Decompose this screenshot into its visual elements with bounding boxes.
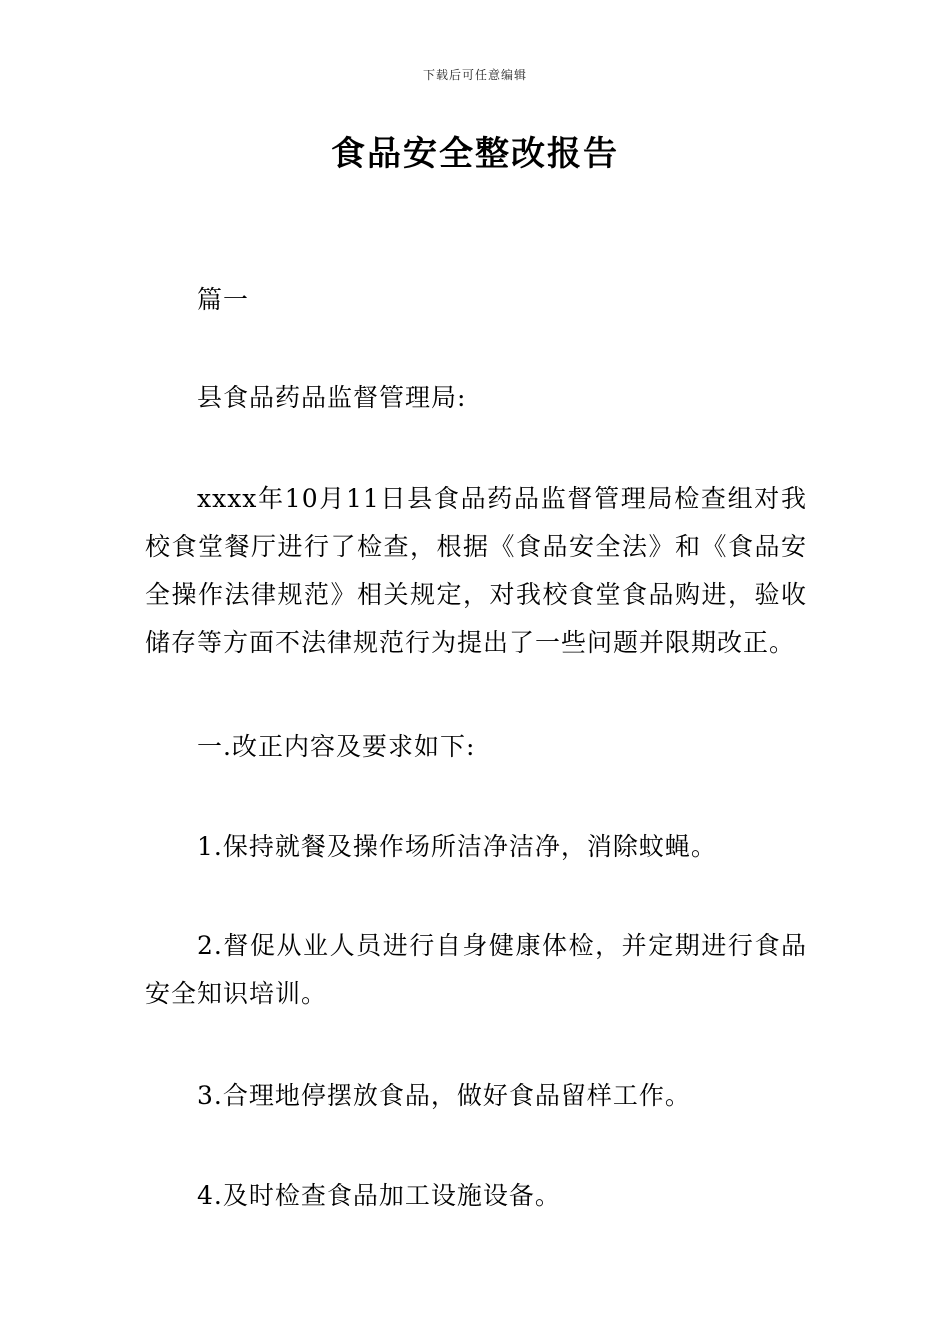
list-heading: 一.改正内容及要求如下: (197, 732, 476, 761)
list-item: 1.保持就餐及操作场所洁净洁净，消除蚊蝇。 (197, 832, 717, 861)
intro-paragraph: xxxx年10月11日县食品药品监督管理局检查组对我校食堂餐厅进行了检查，根据《食品安全法》和《食品安全操作法律规范》相关规定，对我校食堂食品购进，验收储存等方面不法律规范行为提出了一些问题并限期改正。 (145, 484, 807, 657)
list-item: 3.合理地停摆放食品，做好食品留样工作。 (197, 1081, 691, 1110)
section-label: 篇一 (197, 285, 250, 314)
list-item: 4.及时检查食品加工设施设备。 (197, 1181, 561, 1210)
list-item: 2.督促从业人员进行自身健康体检，并定期进行食品安全知识培训。 (145, 931, 807, 1008)
addressee: 县食品药品监督管理局: (197, 383, 467, 412)
header-note: 下载后可任意编辑 (422, 68, 527, 82)
page-title: 食品安全整改报告 (331, 134, 619, 174)
